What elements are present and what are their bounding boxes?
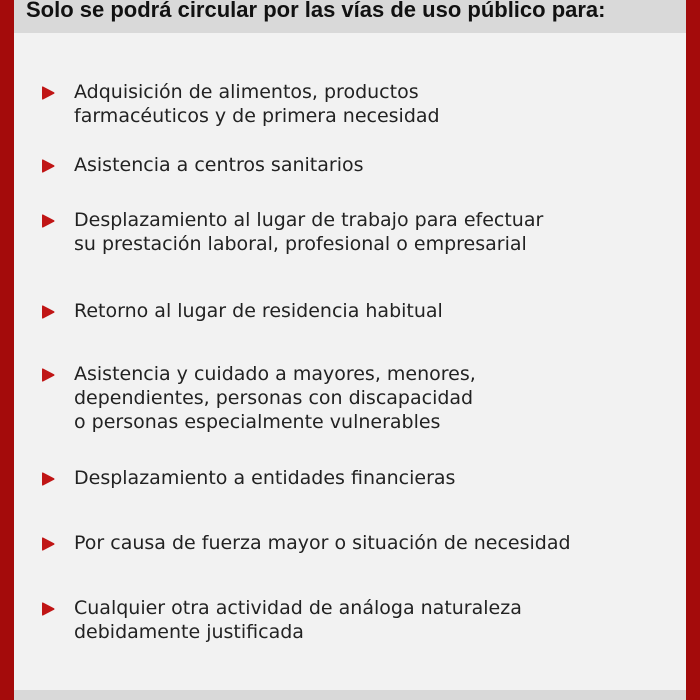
- triangle-right-icon: [40, 601, 56, 617]
- triangle-right-icon: [40, 213, 56, 229]
- triangle-right-icon: [40, 536, 56, 552]
- list-item-text: Por causa de fuerza mayor o situación de necesidad: [74, 532, 571, 554]
- header-bar: [14, 0, 686, 33]
- page-title: Solo se podrá circular por las vías de uso público para:: [26, 0, 606, 22]
- notice-panel: [14, 0, 686, 700]
- list-item-text: Retorno al lugar de residencia habitual: [74, 300, 443, 322]
- list-item-text: Desplazamiento al lugar de trabajo para efectuar su prestación laboral, profesional o empresarial: [74, 209, 544, 255]
- list-item-text: Desplazamiento a entidades financieras: [74, 467, 456, 489]
- triangle-right-icon: [40, 158, 56, 174]
- list-item-text: Asistencia y cuidado a mayores, menores, dependientes, personas con discapacidad o personas especialmente vulnerables: [74, 363, 476, 433]
- list-item-text: Cualquier otra actividad de análoga naturaleza debidamente justificada: [74, 597, 522, 643]
- triangle-right-icon: [40, 85, 56, 101]
- triangle-right-icon: [40, 304, 56, 320]
- footer-strip: [14, 690, 686, 700]
- list-item-text: Adquisición de alimentos, productos farmacéuticos y de primera necesidad: [74, 81, 440, 127]
- list-item-text: Asistencia a centros sanitarios: [74, 154, 364, 176]
- triangle-right-icon: [40, 471, 56, 487]
- triangle-right-icon: [40, 367, 56, 383]
